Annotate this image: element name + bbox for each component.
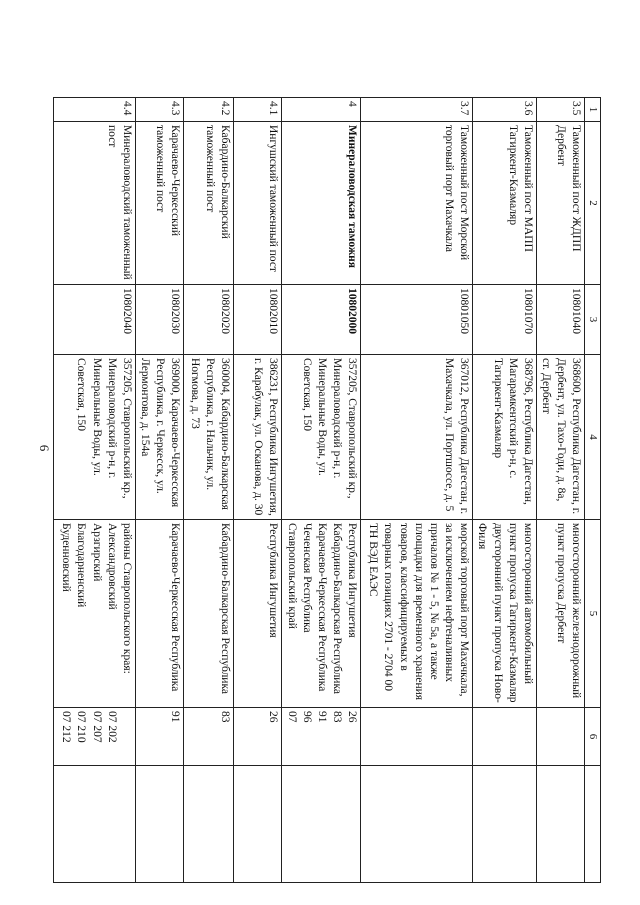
post-address: 386231, Республика Ингушетия, г. Карабулак, ул. Осканова, д. 30 <box>234 355 282 520</box>
table-row <box>53 98 135 883</box>
table-row <box>473 98 537 883</box>
post-code: 10802000 <box>282 285 361 355</box>
post-address: 368796, Республика Дагестан, Магарамкентский р-н, с. Тагиркент-Казмаляр <box>473 355 537 520</box>
post-code: 10802010 <box>234 285 282 355</box>
post-code: 10802040 <box>53 285 135 355</box>
region-codes <box>361 708 473 766</box>
post-address: 369000, Карачаево-Черкесская Республика, г. Черкесск, ул. Лермонтова, д. 154а <box>135 355 184 520</box>
empty-cell <box>135 766 184 883</box>
column-number-blank <box>585 766 601 883</box>
post-region: морской торговый порт Махачкала, за исключением нефтеналивных причалов № 1 - 5, № 5а, а также площадки для временного хранения товаров, классифицируемых в товарных позициях 2701 - 2704 00 ТН ВЭД ЕАЭС <box>361 520 473 708</box>
region-codes <box>473 708 537 766</box>
post-name: Ингушский таможенный пост <box>234 122 282 285</box>
region-codes: 26 <box>234 708 282 766</box>
post-name: Кабардино-Балкарский таможенный пост <box>184 122 234 285</box>
post-code: 10802020 <box>184 285 234 355</box>
post-address: 367012, Республика Дагестан, г. Махачкала, ул. Портшоссе, д. 5 <box>361 355 473 520</box>
column-number: 5 <box>585 520 601 708</box>
region-codes: 83 <box>184 708 234 766</box>
empty-cell <box>282 766 361 883</box>
page-number: 6 <box>37 444 52 452</box>
post-code: 10801040 <box>536 285 585 355</box>
post-name: Карачаево-Черкесский таможенный пост <box>135 122 184 285</box>
post-address: 357205, Ставропольский кр., Минераловодский р-н, г. Минеральные Воды, ул. Советская, 150 <box>53 355 135 520</box>
row-number: 3.5 <box>536 98 585 122</box>
post-region: Республика Ингушетия Кабардино-Балкарская Республика Карачаево-Черкесская Республика Чеченская Республика Ставропольский край <box>282 520 361 708</box>
row-number: 4.4 <box>53 98 135 122</box>
row-number: 4 <box>282 98 361 122</box>
post-name: Минераловодский таможенный пост <box>53 122 135 285</box>
empty-cell <box>234 766 282 883</box>
post-region: многосторонний железнодорожный пункт пропуска Дербент <box>536 520 585 708</box>
row-number: 3.7 <box>361 98 473 122</box>
region-codes: 91 <box>135 708 184 766</box>
post-region: Республика Ингушетия <box>234 520 282 708</box>
row-number: 4.1 <box>234 98 282 122</box>
post-region: многосторонний автомобильный пункт пропуска Тагиркент-Казмаляр двусторонний пункт пропуска Ново-Филя <box>473 520 537 708</box>
table-row <box>282 98 361 883</box>
region-codes: 26 83 91 96 07 <box>282 708 361 766</box>
post-address: 368600, Республика Дагестан, г. Дербент, ул. Тахо-Годи, д. 8а, ст. Дербент <box>536 355 585 520</box>
column-number-row <box>585 98 601 883</box>
empty-cell <box>53 766 135 883</box>
table-row <box>361 98 473 883</box>
post-code: 10801070 <box>473 285 537 355</box>
empty-cell <box>361 766 473 883</box>
table-row <box>536 98 585 883</box>
post-name: Минераловодская таможня <box>282 122 361 285</box>
empty-cell <box>536 766 585 883</box>
column-number: 3 <box>585 285 601 355</box>
table-row <box>234 98 282 883</box>
empty-cell <box>184 766 234 883</box>
column-number: 4 <box>585 355 601 520</box>
post-name: Таможенный пост ЖДПП Дербент <box>536 122 585 285</box>
post-code: 10801050 <box>361 285 473 355</box>
post-region: Кабардино-Балкарская Республика <box>184 520 234 708</box>
table-row <box>135 98 184 883</box>
post-address: 360004, Кабардино-Балкарская Республика, г. Нальчик, ул. Ногмова, д. 73 <box>184 355 234 520</box>
empty-cell <box>473 766 537 883</box>
post-code: 10802030 <box>135 285 184 355</box>
column-number: 2 <box>585 122 601 285</box>
post-region: районы Ставропольского края: Александровский Арзгирский Благодарненский Буденновский <box>53 520 135 708</box>
row-number: 3.6 <box>473 98 537 122</box>
column-number: 1 <box>585 98 601 122</box>
row-number: 4.3 <box>135 98 184 122</box>
column-number: 6 <box>585 708 601 766</box>
post-name: Таможенный пост МАПП Тагиркент-Казмаляр <box>473 122 537 285</box>
region-codes <box>536 708 585 766</box>
post-name: Таможенный пост Морской торговый порт Махачкала <box>361 122 473 285</box>
customs-table <box>53 97 601 883</box>
customs-table-container <box>60 97 601 882</box>
post-address: 357205, Ставропольский кр., Минераловодский р-н, г. Минеральные Воды, ул. Советская, 150 <box>282 355 361 520</box>
post-region: Карачаево-Черкесская Республика <box>135 520 184 708</box>
region-codes: 07 202 07 207 07 210 07 212 <box>53 708 135 766</box>
table-row <box>184 98 234 883</box>
row-number: 4.2 <box>184 98 234 122</box>
